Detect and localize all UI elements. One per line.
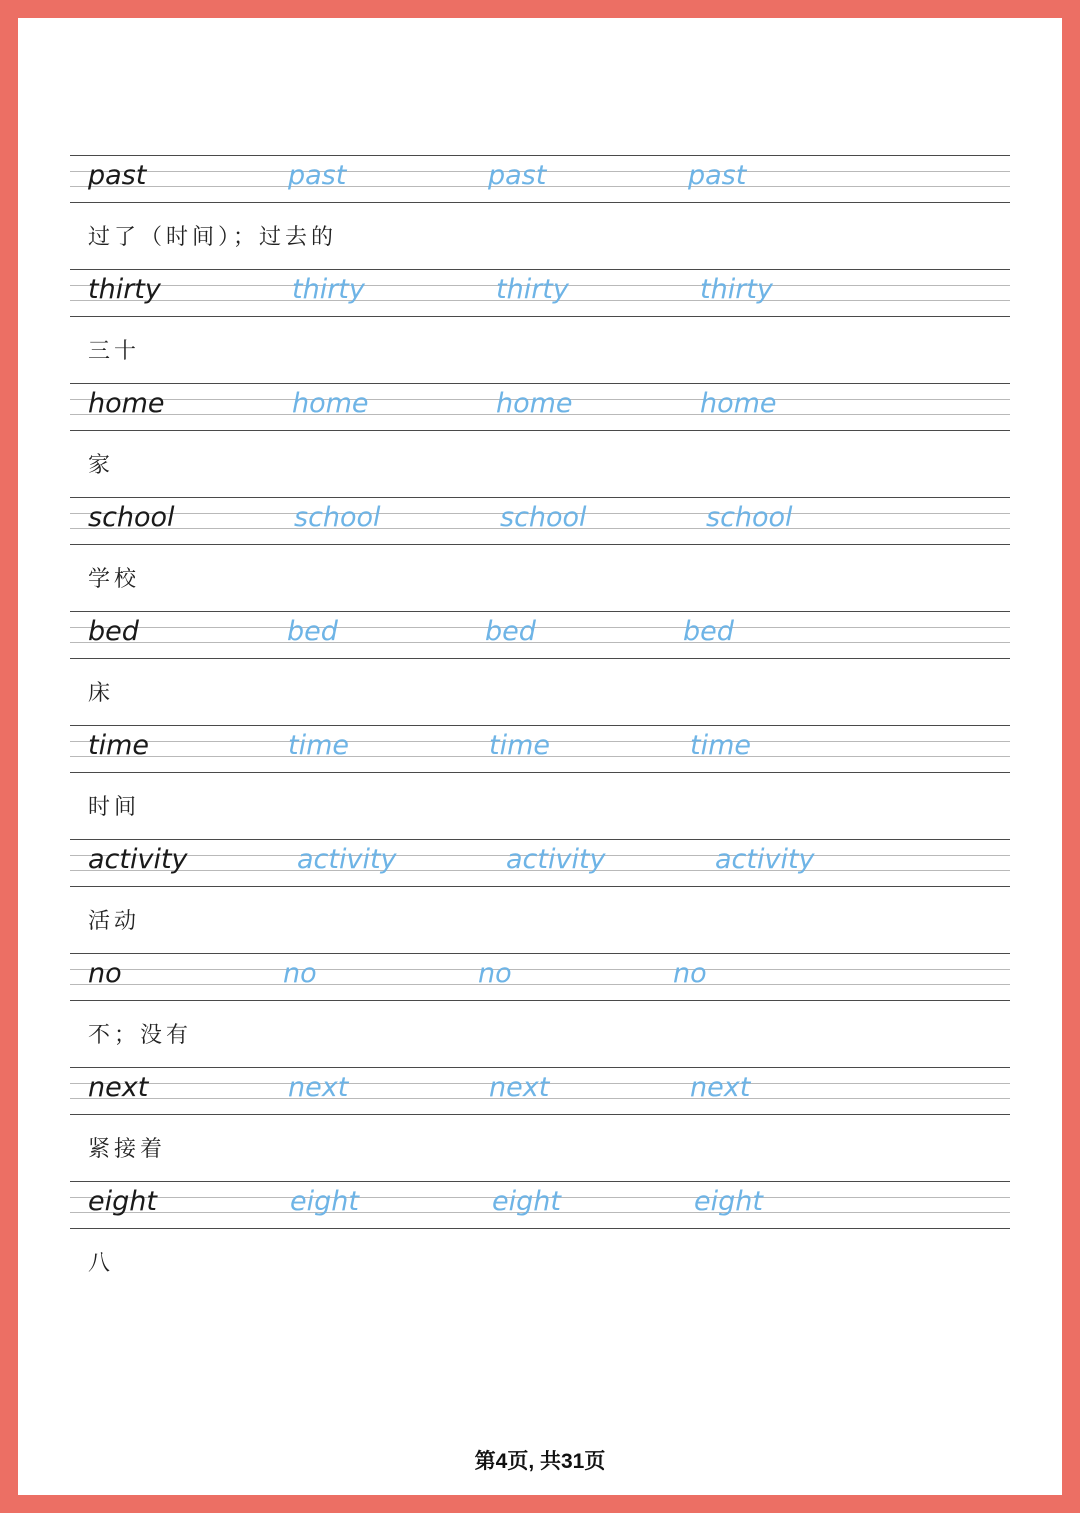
trace-word: activity (715, 844, 815, 875)
trace-word: next (288, 1072, 349, 1103)
trace-word: bed (683, 616, 734, 647)
vocab-entry-school (70, 497, 1010, 592)
vocab-word: no (88, 958, 122, 989)
vocab-entry-time (70, 725, 1010, 820)
chinese-meaning: 八 (88, 1251, 115, 1276)
chinese-meaning: 时间 (88, 795, 141, 820)
chinese-meaning: 活动 (88, 909, 141, 934)
chinese-meaning: 过了（时间）；过去的 (88, 225, 338, 250)
chinese-meaning: 家 (88, 453, 115, 478)
trace-word: bed (485, 616, 536, 647)
vocab-entry-past (70, 155, 1010, 250)
trace-word: thirty (292, 274, 365, 305)
trace-word: time (288, 730, 350, 761)
chinese-meaning: 床 (88, 681, 115, 706)
trace-word: past (688, 160, 747, 191)
vocab-word: next (88, 1072, 149, 1103)
trace-word: eight (290, 1186, 359, 1217)
four-line-grid (70, 383, 1010, 431)
vocab-word: time (88, 730, 150, 761)
trace-word: school (706, 502, 793, 533)
vocab-entry-bed (70, 611, 1010, 706)
vocab-word: thirty (88, 274, 161, 305)
trace-word: time (690, 730, 752, 761)
worksheet-page (18, 18, 1062, 1495)
vocab-word: home (88, 388, 165, 419)
trace-word: thirty (496, 274, 569, 305)
vocab-word: school (88, 502, 175, 533)
trace-word: thirty (700, 274, 773, 305)
four-line-grid (70, 953, 1010, 1001)
vocab-entry-no (70, 953, 1010, 1048)
trace-word: time (489, 730, 551, 761)
vocab-word: eight (88, 1186, 157, 1217)
trace-word: school (500, 502, 587, 533)
trace-word: past (288, 160, 347, 191)
vocab-entry-activity (70, 839, 1010, 934)
chinese-meaning: 不；没有 (88, 1023, 193, 1048)
trace-word: home (700, 388, 777, 419)
trace-word: next (489, 1072, 550, 1103)
vocab-entry-thirty (70, 269, 1010, 364)
chinese-meaning: 三十 (88, 339, 141, 364)
trace-word: no (478, 958, 512, 989)
four-line-grid (70, 1181, 1010, 1229)
trace-word: bed (287, 616, 338, 647)
trace-word: activity (297, 844, 397, 875)
trace-word: past (488, 160, 547, 191)
vocab-entry-eight (70, 1181, 1010, 1276)
trace-word: school (294, 502, 381, 533)
page-number: 第4页, 共31页 (474, 1450, 606, 1473)
vocab-entry-next (70, 1067, 1010, 1162)
four-line-grid (70, 725, 1010, 773)
trace-word: next (690, 1072, 751, 1103)
trace-word: eight (694, 1186, 763, 1217)
vocab-word: activity (88, 844, 188, 875)
chinese-meaning: 学校 (88, 567, 141, 592)
vocab-entry-home (70, 383, 1010, 478)
trace-word: no (283, 958, 317, 989)
vocab-word: past (88, 160, 147, 191)
four-line-grid (70, 155, 1010, 203)
trace-word: home (292, 388, 369, 419)
four-line-grid (70, 1067, 1010, 1115)
trace-word: activity (506, 844, 606, 875)
vocab-word: bed (88, 616, 139, 647)
trace-word: home (496, 388, 573, 419)
four-line-grid (70, 497, 1010, 545)
trace-word: eight (492, 1186, 561, 1217)
four-line-grid (70, 611, 1010, 659)
trace-word: no (673, 958, 707, 989)
chinese-meaning: 紧接着 (88, 1137, 167, 1162)
four-line-grid (70, 839, 1010, 887)
four-line-grid (70, 269, 1010, 317)
